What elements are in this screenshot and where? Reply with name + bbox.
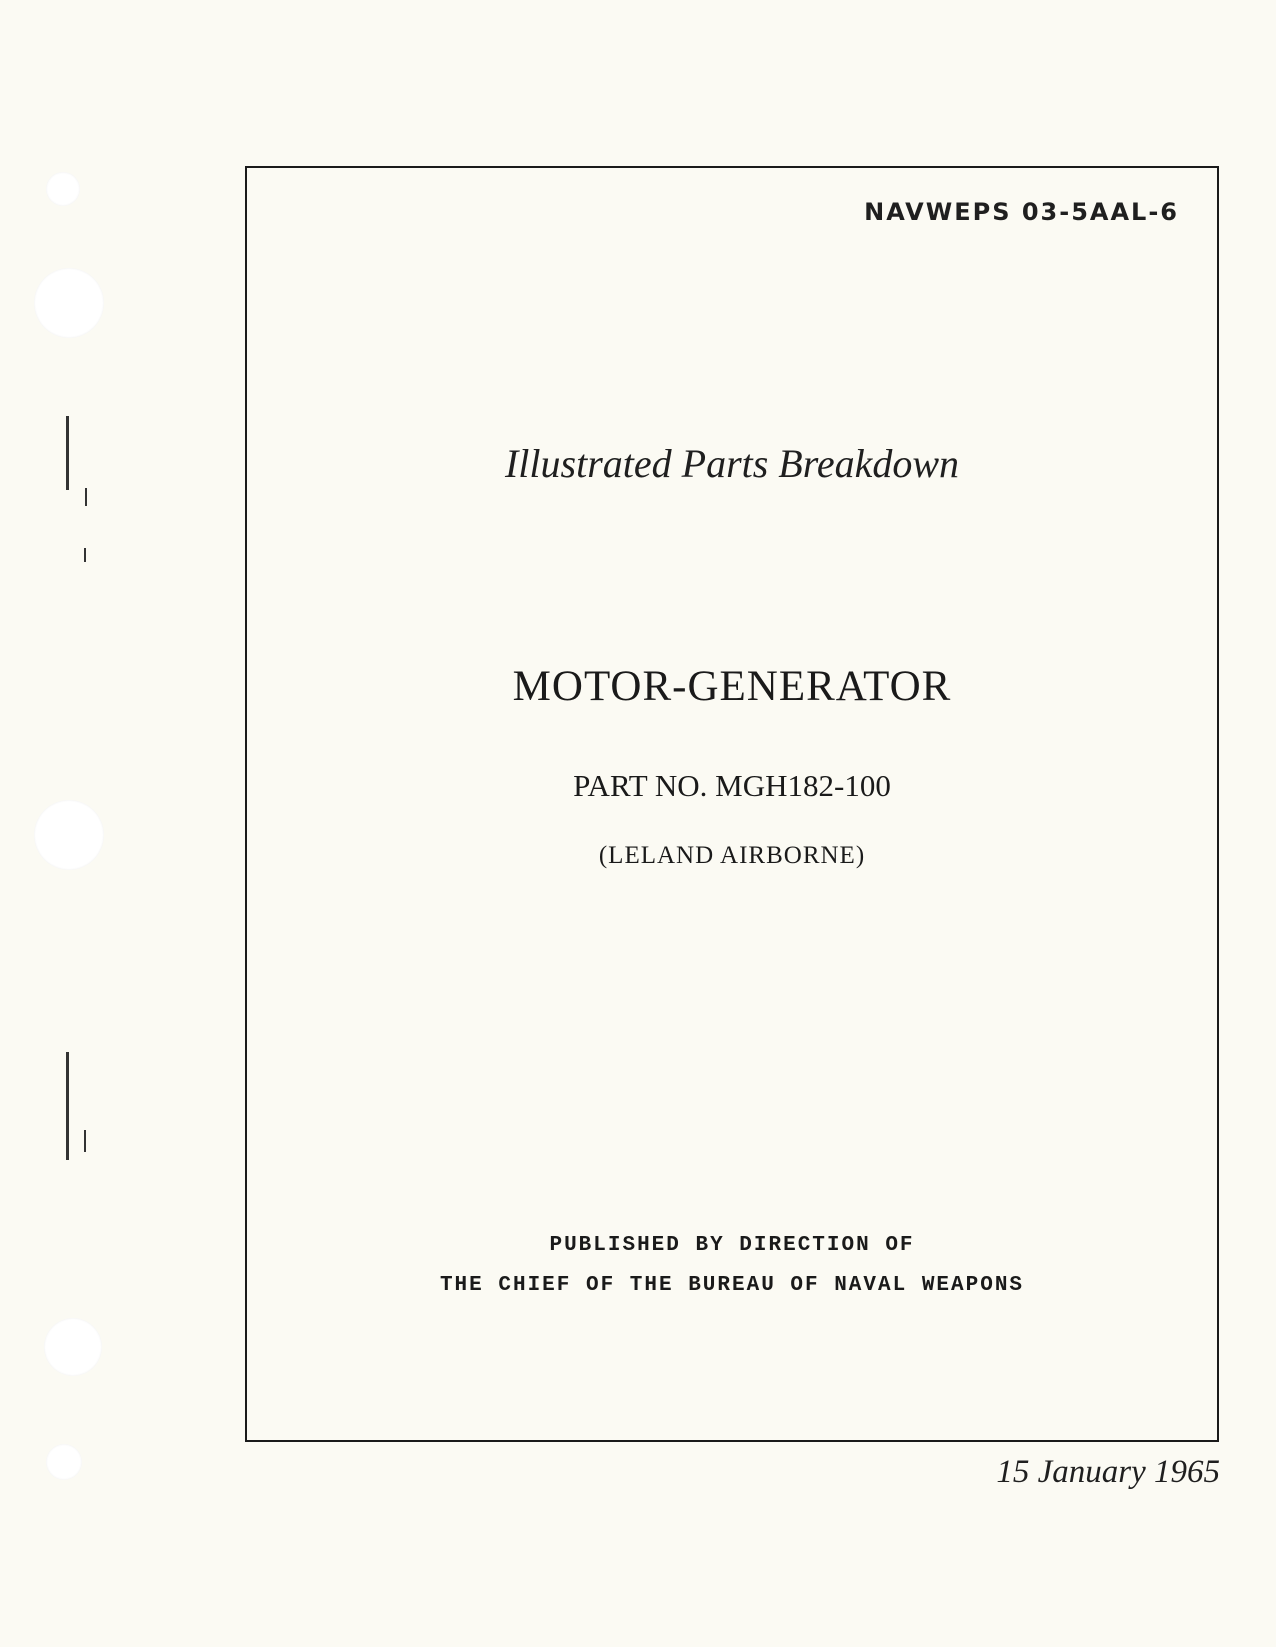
- punch-hole: [44, 1318, 102, 1376]
- series-title: Illustrated Parts Breakdown: [504, 441, 960, 486]
- publisher-line-1: PUBLISHED BY DIRECTION OF: [549, 1234, 915, 1257]
- cover-frame: [245, 166, 1219, 1442]
- scan-mark: [84, 1130, 86, 1152]
- document-number: NAVWEPS 03-5AAL-6: [864, 198, 1179, 226]
- punch-hole: [34, 800, 104, 870]
- punch-hole: [34, 268, 104, 338]
- publisher-line-2: THE CHIEF OF THE BUREAU OF NAVAL WEAPONS: [439, 1274, 1025, 1297]
- scan-mark: [85, 488, 87, 506]
- punch-hole: [46, 172, 80, 206]
- publication-date: 15 January 1965: [996, 1454, 1220, 1490]
- scan-mark: [66, 416, 69, 490]
- punch-hole: [46, 1444, 82, 1480]
- scan-mark: [84, 548, 86, 562]
- manufacturer: (LELAND AIRBORNE): [598, 842, 866, 869]
- main-title: MOTOR-GENERATOR: [512, 663, 952, 710]
- part-number: PART NO. MGH182-100: [573, 768, 891, 803]
- scan-mark: [66, 1052, 69, 1160]
